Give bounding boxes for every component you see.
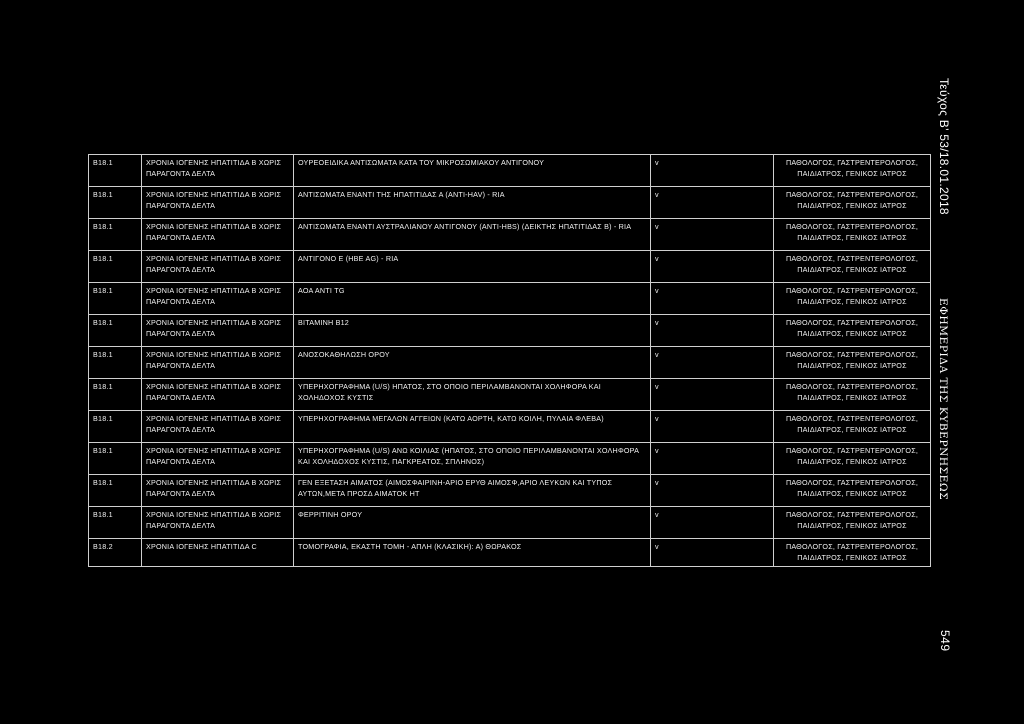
mark-cell: v <box>651 443 774 475</box>
icd-code-cell: B18.1 <box>89 219 142 251</box>
icd-code-cell: B18.1 <box>89 155 142 187</box>
table-row <box>89 251 931 283</box>
mark-cell: v <box>651 379 774 411</box>
icd-code-cell: B18.1 <box>89 187 142 219</box>
table-row <box>89 475 931 507</box>
issue-label: Τεύχος Β’ 53/18.01.2018 <box>937 78 951 215</box>
mark-cell: v <box>651 219 774 251</box>
condition-cell: ΧΡΟΝΙΑ ΙΟΓΕΝΗΣ ΗΠΑΤΙΤΙΔΑ C <box>142 539 294 567</box>
exam-cell: ΑΝΟΣΟΚΑΘΗΛΩΣΗ ΟΡΟΥ <box>294 347 651 379</box>
table-row <box>89 539 931 567</box>
table-row <box>89 219 931 251</box>
condition-cell: ΧΡΟΝΙΑ ΙΟΓΕΝΗΣ ΗΠΑΤΙΤΙΔΑ Β ΧΩΡΙΣ ΠΑΡΑΓΟΝΤΑ ΔΕΛΤΑ <box>142 411 294 443</box>
specialties-cell: ΠΑΘΟΛΟΓΟΣ, ΓΑΣΤΡΕΝΤΕΡΟΛΟΓΟΣ, ΠΑΙΔΙΑΤΡΟΣ, ΓΕΝΙΚΟΣ ΙΑΤΡΟΣ <box>774 155 931 187</box>
mark-cell: v <box>651 539 774 567</box>
mark-cell: v <box>651 507 774 539</box>
specialties-cell: ΠΑΘΟΛΟΓΟΣ, ΓΑΣΤΡΕΝΤΕΡΟΛΟΓΟΣ, ΠΑΙΔΙΑΤΡΟΣ, ΓΕΝΙΚΟΣ ΙΑΤΡΟΣ <box>774 187 931 219</box>
icd-code-cell: B18.1 <box>89 283 142 315</box>
exam-cell: ΑΟΑ ΑΝΤΙ TG <box>294 283 651 315</box>
page-number <box>938 630 958 660</box>
exam-cell: ΑΝΤΙΣΩΜΑΤΑ ΕΝΑΝΤΙ ΤΗΣ ΗΠΑΤΙΤΙΔΑΣ Α (ΑΝΤΙ-HAV) - RIA <box>294 187 651 219</box>
condition-cell: ΧΡΟΝΙΑ ΙΟΓΕΝΗΣ ΗΠΑΤΙΤΙΔΑ Β ΧΩΡΙΣ ΠΑΡΑΓΟΝΤΑ ΔΕΛΤΑ <box>142 219 294 251</box>
icd-code-cell: B18.1 <box>89 347 142 379</box>
issue-header <box>937 78 957 218</box>
exam-cell: ΥΠΕΡΗΧΟΓΡΑΦΗΜΑ (U/S) ΑΝΩ ΚΟΙΛΙΑΣ (ΗΠΑΤΟΣ, ΣΤΟ ΟΠΟΙΟ ΠΕΡΙΛΑΜΒΑΝΟΝΤΑΙ ΧΟΛΗΦΟΡΑ ΚΑΙ ΧΟΛΗΔΟΧΟΣ ΚΥΣΤΙΣ, ΠΑΓΚΡΕΑΤΟΣ, ΣΠΛΗΝΟΣ) <box>294 443 651 475</box>
condition-cell: ΧΡΟΝΙΑ ΙΟΓΕΝΗΣ ΗΠΑΤΙΤΙΔΑ Β ΧΩΡΙΣ ΠΑΡΑΓΟΝΤΑ ΔΕΛΤΑ <box>142 187 294 219</box>
table-row <box>89 379 931 411</box>
condition-cell: ΧΡΟΝΙΑ ΙΟΓΕΝΗΣ ΗΠΑΤΙΤΙΔΑ Β ΧΩΡΙΣ ΠΑΡΑΓΟΝΤΑ ΔΕΛΤΑ <box>142 315 294 347</box>
exam-cell: ΤΟΜΟΓΡΑΦΙΑ, ΕΚΑΣΤΗ ΤΟΜΗ - ΑΠΛΗ (ΚΛΑΣΙΚΗ): Α) ΘΩΡΑΚΟΣ <box>294 539 651 567</box>
specialties-cell: ΠΑΘΟΛΟΓΟΣ, ΓΑΣΤΡΕΝΤΕΡΟΛΟΓΟΣ, ΠΑΙΔΙΑΤΡΟΣ, ΓΕΝΙΚΟΣ ΙΑΤΡΟΣ <box>774 347 931 379</box>
journal-label: ΕΦΗΜΕΡΙΔΑ ΤΗΣ ΚΥΒΕΡΝΗΣΕΩΣ <box>937 298 949 501</box>
specialties-cell: ΠΑΘΟΛΟΓΟΣ, ΓΑΣΤΡΕΝΤΕΡΟΛΟΓΟΣ, ΠΑΙΔΙΑΤΡΟΣ, ΓΕΝΙΚΟΣ ΙΑΤΡΟΣ <box>774 379 931 411</box>
page-number-label: 549 <box>938 630 952 652</box>
mark-cell: v <box>651 475 774 507</box>
icd-code-cell: B18.1 <box>89 411 142 443</box>
table-row <box>89 507 931 539</box>
specialties-cell: ΠΑΘΟΛΟΓΟΣ, ΓΑΣΤΡΕΝΤΕΡΟΛΟΓΟΣ, ΠΑΙΔΙΑΤΡΟΣ, ΓΕΝΙΚΟΣ ΙΑΤΡΟΣ <box>774 539 931 567</box>
exam-cell: ΑΝΤΙΣΩΜΑΤΑ ΕΝΑΝΤΙ ΑΥΣΤΡΑΛΙΑΝΟΥ ΑΝΤΙΓΟΝΟΥ (ΑΝΤΙ-HBS) (ΔΕΙΚΤΗΣ ΗΠΑΤΙΤΙΔΑΣ Β) - RIA <box>294 219 651 251</box>
icd-code-cell: B18.1 <box>89 251 142 283</box>
mark-cell: v <box>651 155 774 187</box>
icd-code-cell: B18.1 <box>89 475 142 507</box>
icd-code-cell: B18.1 <box>89 507 142 539</box>
mark-cell: v <box>651 315 774 347</box>
specialties-cell: ΠΑΘΟΛΟΓΟΣ, ΓΑΣΤΡΕΝΤΕΡΟΛΟΓΟΣ, ΠΑΙΔΙΑΤΡΟΣ, ΓΕΝΙΚΟΣ ΙΑΤΡΟΣ <box>774 443 931 475</box>
condition-cell: ΧΡΟΝΙΑ ΙΟΓΕΝΗΣ ΗΠΑΤΙΤΙΔΑ Β ΧΩΡΙΣ ΠΑΡΑΓΟΝΤΑ ΔΕΛΤΑ <box>142 155 294 187</box>
exam-cell: ΥΠΕΡΗΧΟΓΡΑΦΗΜΑ ΜΕΓΑΛΩΝ ΑΓΓΕΙΩΝ (ΚΑΤΩ ΑΟΡΤΗ, ΚΑΤΩ ΚΟΙΛΗ, ΠΥΛΑΙΑ ΦΛΕΒΑ) <box>294 411 651 443</box>
table-row <box>89 443 931 475</box>
condition-cell: ΧΡΟΝΙΑ ΙΟΓΕΝΗΣ ΗΠΑΤΙΤΙΔΑ Β ΧΩΡΙΣ ΠΑΡΑΓΟΝΤΑ ΔΕΛΤΑ <box>142 379 294 411</box>
specialties-cell: ΠΑΘΟΛΟΓΟΣ, ΓΑΣΤΡΕΝΤΕΡΟΛΟΓΟΣ, ΠΑΙΔΙΑΤΡΟΣ, ΓΕΝΙΚΟΣ ΙΑΤΡΟΣ <box>774 251 931 283</box>
condition-cell: ΧΡΟΝΙΑ ΙΟΓΕΝΗΣ ΗΠΑΤΙΤΙΔΑ Β ΧΩΡΙΣ ΠΑΡΑΓΟΝΤΑ ΔΕΛΤΑ <box>142 283 294 315</box>
mark-cell: v <box>651 283 774 315</box>
specialties-cell: ΠΑΘΟΛΟΓΟΣ, ΓΑΣΤΡΕΝΤΕΡΟΛΟΓΟΣ, ΠΑΙΔΙΑΤΡΟΣ, ΓΕΝΙΚΟΣ ΙΑΤΡΟΣ <box>774 475 931 507</box>
exam-table-body <box>89 155 931 567</box>
condition-cell: ΧΡΟΝΙΑ ΙΟΓΕΝΗΣ ΗΠΑΤΙΤΙΔΑ Β ΧΩΡΙΣ ΠΑΡΑΓΟΝΤΑ ΔΕΛΤΑ <box>142 507 294 539</box>
condition-cell: ΧΡΟΝΙΑ ΙΟΓΕΝΗΣ ΗΠΑΤΙΤΙΔΑ Β ΧΩΡΙΣ ΠΑΡΑΓΟΝΤΑ ΔΕΛΤΑ <box>142 251 294 283</box>
mark-cell: v <box>651 187 774 219</box>
icd-code-cell: B18.2 <box>89 539 142 567</box>
condition-cell: ΧΡΟΝΙΑ ΙΟΓΕΝΗΣ ΗΠΑΤΙΤΙΔΑ Β ΧΩΡΙΣ ΠΑΡΑΓΟΝΤΑ ΔΕΛΤΑ <box>142 347 294 379</box>
table-row <box>89 347 931 379</box>
mark-cell: v <box>651 251 774 283</box>
condition-cell: ΧΡΟΝΙΑ ΙΟΓΕΝΗΣ ΗΠΑΤΙΤΙΔΑ Β ΧΩΡΙΣ ΠΑΡΑΓΟΝΤΑ ΔΕΛΤΑ <box>142 475 294 507</box>
specialties-cell: ΠΑΘΟΛΟΓΟΣ, ΓΑΣΤΡΕΝΤΕΡΟΛΟΓΟΣ, ΠΑΙΔΙΑΤΡΟΣ, ΓΕΝΙΚΟΣ ΙΑΤΡΟΣ <box>774 283 931 315</box>
specialties-cell: ΠΑΘΟΛΟΓΟΣ, ΓΑΣΤΡΕΝΤΕΡΟΛΟΓΟΣ, ΠΑΙΔΙΑΤΡΟΣ, ΓΕΝΙΚΟΣ ΙΑΤΡΟΣ <box>774 507 931 539</box>
table-row <box>89 187 931 219</box>
exam-cell: ΦΕΡΡΙΤΙΝΗ ΟΡΟΥ <box>294 507 651 539</box>
specialties-cell: ΠΑΘΟΛΟΓΟΣ, ΓΑΣΤΡΕΝΤΕΡΟΛΟΓΟΣ, ΠΑΙΔΙΑΤΡΟΣ, ΓΕΝΙΚΟΣ ΙΑΤΡΟΣ <box>774 315 931 347</box>
exam-cell: ΒΙΤΑΜΙΝΗ Β12 <box>294 315 651 347</box>
exam-table <box>88 154 931 567</box>
table-row <box>89 315 931 347</box>
table-row <box>89 155 931 187</box>
exam-cell: ΥΠΕΡΗΧΟΓΡΑΦΗΜΑ (U/S) ΗΠΑΤΟΣ, ΣΤΟ ΟΠΟΙΟ ΠΕΡΙΛΑΜΒΑΝΟΝΤΑΙ ΧΟΛΗΦΟΡΑ ΚΑΙ ΧΟΛΗΔΟΧΟΣ ΚΥΣΤΙΣ <box>294 379 651 411</box>
exam-cell: ΑΝΤΙΓΟΝΟ Ε (HBE AG) - RIA <box>294 251 651 283</box>
icd-code-cell: B18.1 <box>89 315 142 347</box>
journal-title <box>937 298 957 501</box>
exam-cell: ΟΥΡΕΟΕΙΔΙΚΑ ΑΝΤΙΣΩΜΑΤΑ ΚΑΤΑ ΤΟΥ ΜΙΚΡΟΣΩΜΙΑΚΟΥ ΑΝΤΙΓΟΝΟΥ <box>294 155 651 187</box>
table-row <box>89 411 931 443</box>
icd-code-cell: B18.1 <box>89 443 142 475</box>
mark-cell: v <box>651 347 774 379</box>
mark-cell: v <box>651 411 774 443</box>
exam-cell: ΓΕΝ ΕΞΕΤΑΣΗ ΑΙΜΑΤΟΣ (ΑΙΜΟΣΦΑΙΡΙΝΗ-ΑΡΙΟ ΕΡΥΘ ΑΙΜΟΣΦ,ΑΡΙΟ ΛΕΥΚΩΝ ΚΑΙ ΤΥΠΟΣ ΑΥΤΩΝ,ΜΕΤΑ ΠΡΟΣΔ ΑΙΜΑΤΟΚ ΗΤ <box>294 475 651 507</box>
specialties-cell: ΠΑΘΟΛΟΓΟΣ, ΓΑΣΤΡΕΝΤΕΡΟΛΟΓΟΣ, ΠΑΙΔΙΑΤΡΟΣ, ΓΕΝΙΚΟΣ ΙΑΤΡΟΣ <box>774 411 931 443</box>
condition-cell: ΧΡΟΝΙΑ ΙΟΓΕΝΗΣ ΗΠΑΤΙΤΙΔΑ Β ΧΩΡΙΣ ΠΑΡΑΓΟΝΤΑ ΔΕΛΤΑ <box>142 443 294 475</box>
specialties-cell: ΠΑΘΟΛΟΓΟΣ, ΓΑΣΤΡΕΝΤΕΡΟΛΟΓΟΣ, ΠΑΙΔΙΑΤΡΟΣ, ΓΕΝΙΚΟΣ ΙΑΤΡΟΣ <box>774 219 931 251</box>
table-row <box>89 283 931 315</box>
icd-code-cell: B18.1 <box>89 379 142 411</box>
